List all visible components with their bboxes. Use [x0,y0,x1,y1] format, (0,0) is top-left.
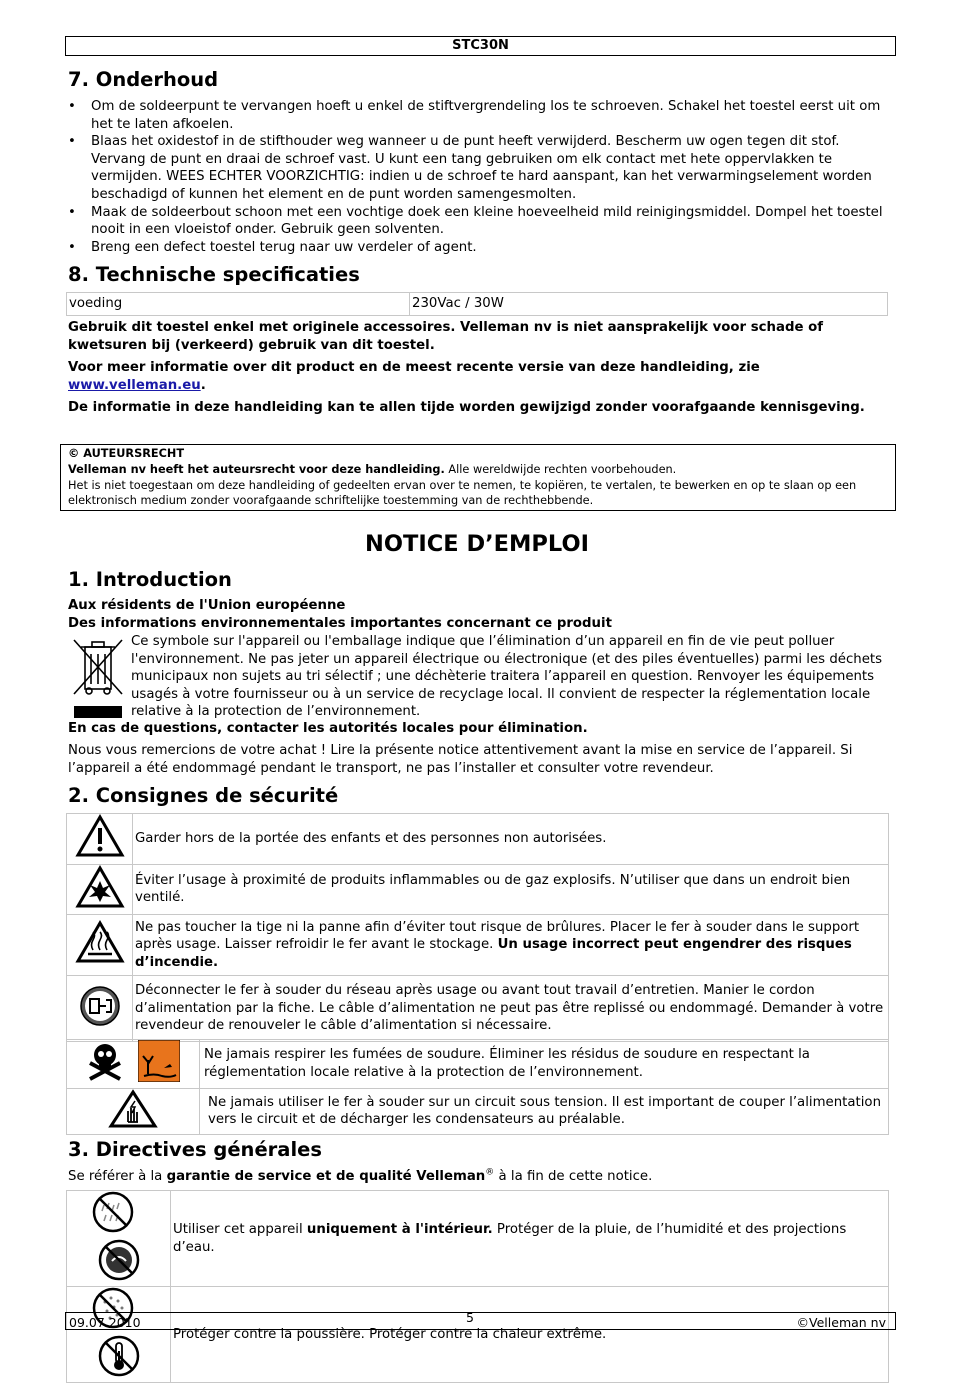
spec-value: 230Vac / 30W [410,293,888,316]
weee-text: Ce symbole sur l'appareil ou l'emballage indique que l’élimination d’un appareil en fin de vie peut polluer l'environnement. Ne pas jeter un appareil électrique ou électronique (et des piles éventuelles) parmi les déchets municipaux non sujets au tri sélectif ; une déchèterie traitera l’appareil en question. Renvoyer les équipements usagés à votre fournisseur ou à un service de recyclage local. Il convient de respecter la réglementation locale relative à la protection de l’environnement. [131,634,883,720]
general-text: Protéger contre la poussière. Protéger contre la chaleur extrême. [171,1287,889,1383]
safety-text-regular: Ne pas toucher la tige ni la panne afin d’éviter tout risque de brûlures. Placer le fer à souder dans le support après usage. Laisser refroidir le fer avant le stockage. [135,919,860,953]
table-row [67,976,889,1042]
warning-triangle-icon [67,814,133,865]
safety-table-2 [66,1039,889,1135]
intro-contact: En cas de questions, contacter les autorités locales pour élimination. [68,721,588,736]
list-item: • Breng een defect toestel terug naar uw verdeler of agent. [68,239,888,257]
general-intro-prefix: Se référer à la [68,1169,167,1184]
safety-text: Ne jamais utiliser le fer à souder sur un circuit sous tension. Il est important de couper l’alimentation vers le circuit et de décharger les condensateurs au préalable. [200,1088,889,1135]
heading-safety: 2. Consignes de sécurité [68,784,339,807]
hazard-icons [67,1040,200,1089]
table-row [67,1088,889,1135]
copyright-rights: Alle wereldwijde rechten voorbehouden. [444,462,677,476]
intro-thanks: Nous vous remercions de votre achat ! Lire la présente notice attentivement avant la mise en service de l’appareil. Si l’appareil a été endommagé pendant le transport, ne pas l’installer et consulter votre revendeur. [68,743,853,776]
general-table [66,1190,889,1383]
safety-text [133,915,889,976]
explosion-icon [67,864,133,915]
no-rain-icon [92,1191,134,1239]
unplug-icon [67,976,133,1042]
safety-text: Éviter l’usage à proximité de produits inflammables ou de gaz explosifs. N’utiliser que dans un endroit bien ventilé. [133,864,889,915]
electric-hand-icon [67,1088,200,1135]
velleman-link[interactable]: www.velleman.eu [68,377,201,393]
copyright-title: © AUTEURSRECHT [68,447,185,460]
table-row [67,1287,889,1383]
crossed-bin-icon [70,634,126,720]
safety-text: Ne jamais respirer les fumées de soudure. Éliminer les résidus de soudure en respectant la réglementation locale relative à la protection de l’environnement. [200,1040,889,1089]
no-water-splash-icon [98,1239,140,1287]
safety-text-bold: Un usage incorrect peut engendrer des risques d’incendie. [135,937,852,970]
no-heat-icon [98,1335,140,1383]
copyright-owner: Velleman nv heeft het auteursrecht voor deze handleiding. [68,462,445,476]
general-intro-suffix: à la fin de cette notice. [494,1169,653,1184]
more-info-suffix: . [200,377,206,393]
spec-note-accessories: Gebruik dit toestel enkel met originele accessoires. Velleman nv is niet aansprakelijk voor schade of kwetsuren bij (verkeerd) gebruik van dit toestel. [68,320,824,353]
more-info-text: Voor meer informatie over dit product en de meest recente versie van deze handleiding, zie [68,360,760,375]
hot-surface-icon [67,915,133,976]
copyright-line2: Het is niet toegestaan om deze handleiding of gedeelten ervan over te nemen, te kopiëren, te vertalen, te bewerken en op te slaan op een elektronisch medium zonder voorafgaande schriftelijke toestemming van de rechthebbende. [68,478,857,508]
general-text [171,1191,889,1287]
general-intro [68,1168,890,1186]
general-row1-prefix: Utiliser cet appareil [173,1222,307,1237]
intro-env-info: Des informations environnementales importantes concernant ce produit [68,616,612,631]
indoor-icons [67,1191,171,1287]
page-title: NOTICE D’EMPLOI [365,531,589,557]
table-row [67,293,888,316]
general-row1-bold: uniquement à l'intérieur. [306,1222,493,1237]
footer-page-number: 5 [466,1310,474,1325]
footer-brand: ©Velleman nv [796,1315,886,1330]
document-header [65,36,896,56]
safety-text: Déconnecter le fer à souder du réseau après usage ou avant tout travail d’entretien. Manier le cordon d’alimentation par la fiche. Le câble d’alimentation ne peut pas être replissé ou endommagé. Demander à votre revendeur de renouveler le câble d’alimentation si nécessaire. [133,976,889,1042]
onderhoud-list [68,98,888,256]
registered-mark: ® [485,1167,495,1178]
heading-onderhoud: 7. Onderhoud [68,68,219,91]
general-row1-suffix: Protéger de la pluie, de l’humidité et des projections d’eau. [173,1222,847,1255]
spec-label: voeding [67,293,410,316]
list-item: • Om de soldeerpunt te vervangen hoeft u enkel de stiftvergrendeling los te schroeven. Schakel het toestel eerst uit om het te laten afkoelen. [68,98,888,133]
table-row [67,1191,889,1287]
spec-note-changes: De informatie in deze handleiding kan te allen tijde worden gewijzigd zonder voorafgaande kennisgeving. [68,400,865,415]
model-name: STC30N [452,38,509,53]
skull-crossbones-icon [86,1041,124,1087]
table-row [67,814,889,865]
protection-icons [67,1287,171,1383]
document-footer [65,1312,896,1330]
list-item: • Blaas het oxidestof in de stifthouder weg wanneer u de punt heeft verwijderd. Bescherm uw ogen tegen dit stof. Vervang de punt en draai de schroef vast. U kunt een tang gebruiken om elk contact met hete oppervlakken te vermijden. WEES ECHTER VOORZICHTIG: indien u de schroef te hard aanspant, kan het verwarmingselement worden beschadigd of kunnen het element en de punt worden samengesmolten. [68,133,888,203]
footer-date: 09.07.2010 [69,1315,141,1330]
safety-table [66,813,889,1042]
list-item: • Maak de soldeerbout schoon met een vochtige doek een kleine hoeveelheid mild reinigingsmiddel. Dompel het toestel nooit in een vloeistof onder. Gebruik geen solventen. [68,204,888,239]
intro-residents: Aux résidents de l'Union européenne [68,598,346,613]
table-row [67,915,889,976]
general-intro-bold: garantie de service et de qualité Velleman [166,1169,486,1184]
spec-table [66,292,888,316]
copyright-line1 [68,462,888,478]
heading-introduction: 1. Introduction [68,568,232,591]
table-row [67,1040,889,1089]
table-row [67,864,889,915]
heading-general: 3. Directives générales [68,1138,322,1161]
spec-note-more-info [68,359,890,394]
heading-specs: 8. Technische specificaties [68,263,360,286]
environment-hazard-icon [138,1040,180,1088]
copyright-box [60,444,896,511]
safety-text: Garder hors de la portée des enfants et des personnes non autorisées. [133,814,889,865]
